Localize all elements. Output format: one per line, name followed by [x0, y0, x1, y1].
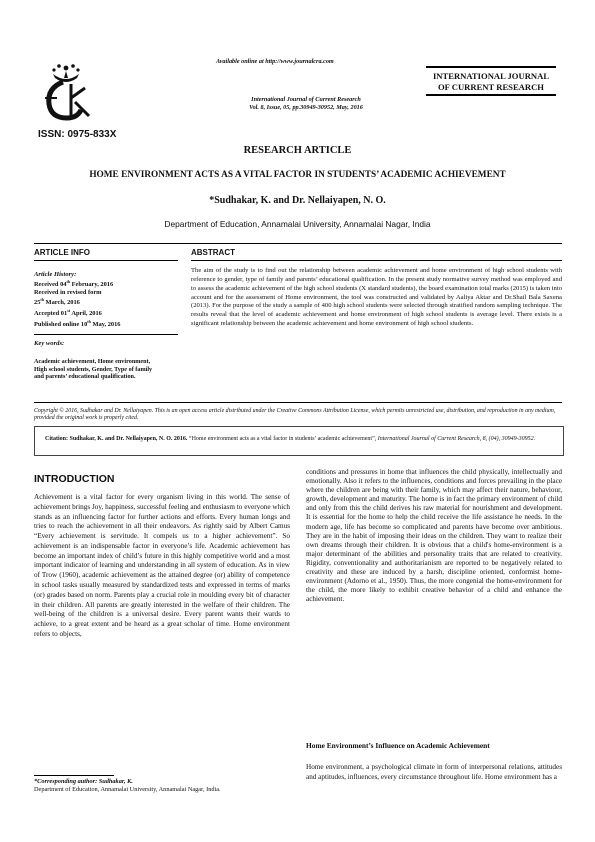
article-history — [34, 271, 178, 328]
history-item: Received 04th February, 2016 — [34, 279, 114, 289]
keywords: Academic achievement, Home environment, High school students, Gender, Type of family and parents’ educational qualification. — [34, 358, 153, 381]
abstract-divider — [191, 260, 562, 261]
article-title: HOME ENVIRONMENT ACTS AS A VITAL FACTOR IN STUDENTS’ ACADEMIC ACHIEVEMENT — [89, 170, 506, 180]
body-column2-text: conditions and pressures in home that influences the child physically, intellectually and emotionally. Also it refers to the influences, conditions and forces prevailing in the place where the children are being with their family, which may affect their nature, behaviour, growth, development and maturity. The home is in fact the primary environment of child and only from this the child derives his raw material for nourishment and development. It is essential for the home to help the child receive the life assistance he needs. In the modern age, life has become so complicated and parents have become over ambitious. They are in the habit of imposing their ideas on the children. They want to realize their own dreams through their children. It is obvious that a child's home-environment is a major determinant of the abilities and personality traits that are related to creativity. Rigidity, conventionality and authoritarianism are reported to be negatively related to creativity and these are induced by a harsh, discipline oriented, conformist home-environment (Adorno et al., 1950). Thus, the more congenial the home-environment for the child, the more likely to exhibit creative behavior of a child and enhance the achievement. — [306, 468, 562, 604]
info-divider — [34, 260, 178, 261]
citation-text — [45, 435, 553, 443]
introduction-heading: INTRODUCTION — [34, 473, 115, 485]
introduction-text: Achievement is a vital factor for every organism living in this world. The sense of achievement brings Joy, happiness, successful feeling and enthusiasm to everyone which stands as an influencing factor for further actions and efforts. Every human longs and tries to reach the achievement in all their endeavors. As rightly said by Albert Camus “Every achievement is servitude. It compels us to a higher achievement”. So achievement is an indispensable factor in everyone’s life. Academic achievement has become an important index of child’s future in this highly competitive world and a most important indicator of learning and understanding in all system of education. As in view of Trow (1960), academic achievement as the attained degree (or) ability of competence in school tasks usually measured by standardized tests and expressed in terms of marks (or) grades based on norm. Parents play a crucial role in moulding every bit of character in their children. All parents are greatly interested in the welfare of their children. The well-being of the children is a universal desire. Every parent wants their wards to achieve, to a great extent and be heard as a great scholar of time. Home environment refers to objects, — [34, 493, 290, 638]
volume-line: Vol. 8, Issue, 05, pp.30949-30952, May, 2016 — [249, 104, 363, 111]
footnote-text: Department of Education, Annamalai University, Annamalai Nagar, India. — [34, 786, 221, 793]
citation-title: “Home environment acts as a vital factor in students’ academic achievement”, — [188, 436, 377, 442]
copyright-notice: Copyright © 2016, Sudhakar and Dr. Nellaiyapen. This is an open access article distributed under the Creative Commons Attribution License, which permits unrestricted use, distribution, and reproduction in any medium, provided the original work is properly cited. — [34, 408, 556, 422]
history-item: 25th March, 2016 — [34, 297, 80, 307]
top-divider — [34, 243, 562, 244]
history-list — [34, 278, 178, 328]
citation-label: Citation: Sudhakar, K. and Dr. Nellaiyapen, N. O. 2016. — [45, 436, 188, 442]
journal-citation-header — [216, 96, 396, 112]
keywords-label: Key words: — [34, 340, 65, 347]
history-item: Published online 10th May, 2016 — [34, 318, 121, 328]
journal-box-line2: OF CURRENT RESEARCH — [437, 81, 544, 92]
bottom-divider — [34, 402, 562, 403]
body-column2-continuation: Home environment, a psychological climate in form of interpersonal relations, attitudes and aptitudes, influences, every circumstance throughout life. Home environment has a — [306, 763, 562, 781]
article-authors: *Sudhakar, K. and Dr. Nellaiyapen, N. O. — [209, 195, 386, 206]
footnote — [34, 778, 290, 794]
journal-logo — [33, 58, 103, 128]
citation-box — [34, 426, 564, 456]
footnote-divider — [34, 775, 114, 776]
available-online-line: Available online at http://www.journalcra.com — [216, 58, 334, 65]
issn: ISSN: 0975-833X — [38, 129, 117, 140]
journal-name: International Journal of Current Research — [251, 96, 361, 103]
journal-title-box — [426, 66, 556, 96]
history-divider — [34, 334, 178, 335]
section-subheading: Home Environment’s Influence on Academic Achievement — [306, 741, 490, 750]
ijcr-logo-icon — [33, 58, 103, 128]
footnote-label: *Corresponding author: Sudhakar, K. — [34, 778, 133, 785]
article-info-heading: ARTICLE INFO — [34, 248, 90, 257]
history-item: Received in revised form — [34, 288, 102, 296]
abstract-heading: ABSTRACT — [191, 248, 235, 257]
article-affiliation: Department of Education, Annamalai University, Annamalai Nagar, India — [164, 219, 431, 229]
article-type: RESEARCH ARTICLE — [243, 145, 352, 156]
citation-journal: International Journal of Current Research, 8, (04), 30949-30952. — [377, 436, 536, 442]
journal-box-line1: INTERNATIONAL JOURNAL — [432, 71, 550, 81]
history-label: Article History: — [34, 271, 77, 278]
abstract-text: The aim of the study is to find out the relationship between academic achievement and home environment of high school students with reference to gender, type of family and parents’ educational qualification. In the present study normative survey method was employed and to assess the academic achievement of the high school students (X standard students), the board examination total marks (2015) is taken into account and for the assessment of Home environment, the tool was constructed and validated by Aaliya Aktar and Dr.Shail Bala Saxena (2013). For the purpose of the study a sample of 400 high school students were selected through stratified random sampling technique. The results reveal that the level of academic achievement and home environment of high school students is average level. There exists is a significant relationship between the academic achievement and home environment of high school students. — [191, 267, 562, 328]
history-item: Accepted 01st April, 2016 — [34, 308, 102, 318]
